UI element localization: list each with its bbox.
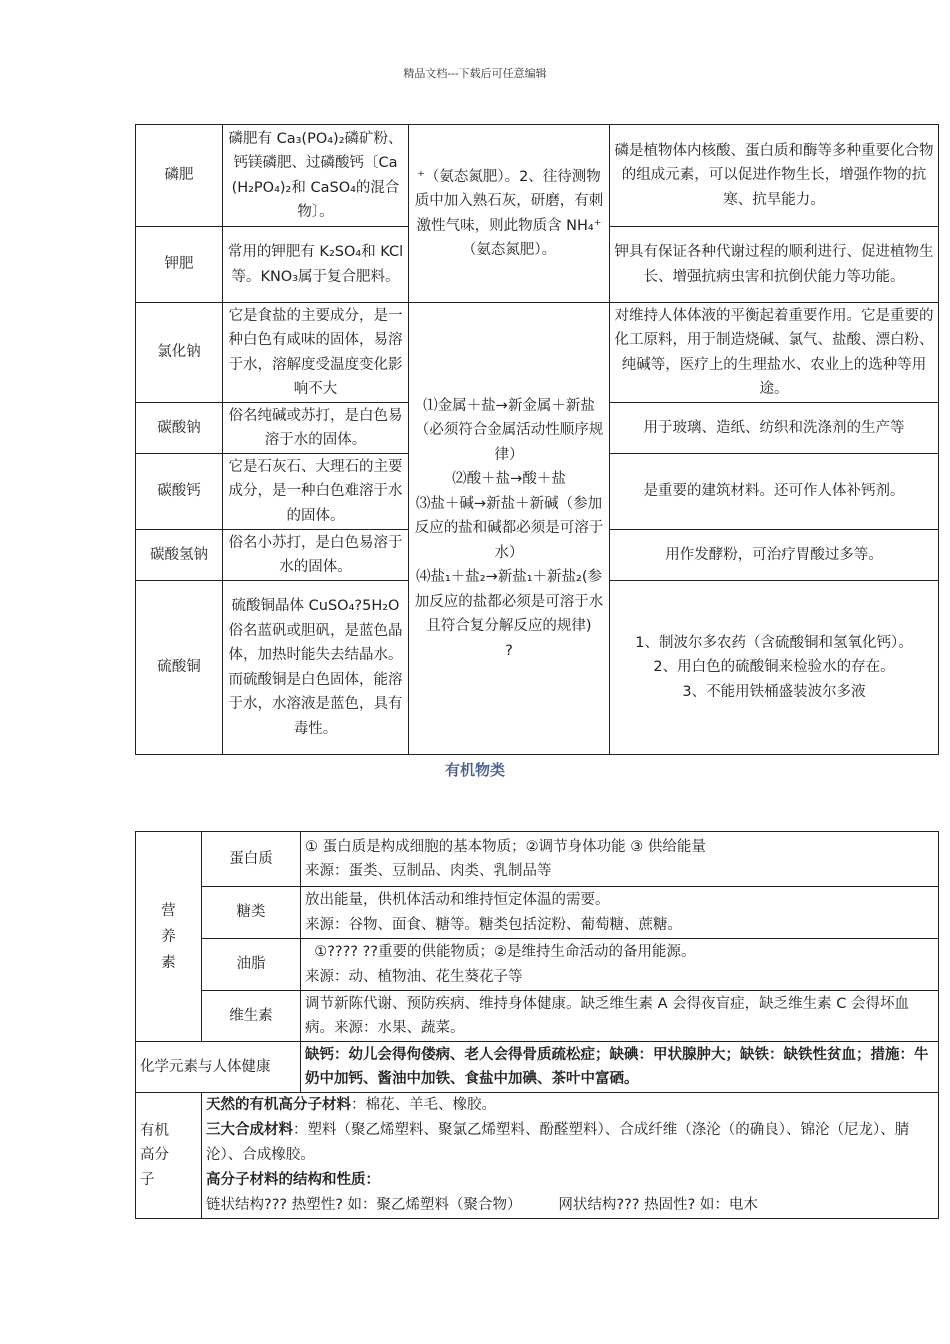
row-desc: 俗名纯碱或苏打，是白色易溶于水的固体。 xyxy=(223,403,409,454)
salt-properties: ⑴金属＋盐→新金属＋新盐（必须符合金属活动性顺序规律） ⑵酸＋盐→酸＋盐 ⑶盐＋碱→新盐＋新碱（参加反应的盐和碱都必须是可溶于水） ⑷盐₁＋盐₂→新盐₁＋新盐₂(参加反应的盐都必须是可溶于水且符合复分解反应的规律) ? xyxy=(409,303,610,755)
page-header: 精品文档---下载后可任意编辑 xyxy=(403,67,547,80)
row-use: 钾具有保证各种代谢过程的顺利进行、促进植物生长、增强抗病虫害和抗倒伏能力等功能。 xyxy=(610,227,939,303)
row-desc: 磷肥有 Ca₃(PO₄)₂磷矿粉、钙镁磷肥、过磷酸钙〔Ca (H₂PO₄)₂和 CaSO₄的混合物〕。 xyxy=(223,125,409,227)
nutrient-detail xyxy=(301,939,939,991)
polymer-synthetic xyxy=(206,1118,934,1168)
row-desc: 常用的钾肥有 K₂SO₄和 KCl 等。KNO₃属于复合肥料。 xyxy=(223,227,409,303)
nutrient-source: 来源：动、植物油、花生葵花子等 xyxy=(305,968,523,985)
row-desc: 硫酸铜晶体 CuSO₄?5H₂O 俗名蓝矾或胆矾，是蓝色晶体，加热时能失去结晶水。而硫酸铜是白色固体，能溶于水，水溶液是蓝色，具有毒性。 xyxy=(223,581,409,755)
polymer-synth-text: ：塑料（聚乙烯塑料、聚氯乙烯塑料、酚醛塑料）、合成纤维（涤沦（的确良）、锦沦（尼龙）、腈沦）、合成橡胶。 xyxy=(206,1122,910,1163)
row-use: 1、制波尔多农药（含硫酸铜和氢氧化钙）。 2、用白色的硫酸铜来检验水的存在。 3、不能用铁桶盛装波尔多液 xyxy=(610,581,939,755)
nutrient-name: 糖类 xyxy=(202,887,301,939)
section-title: 有机物类 xyxy=(444,761,505,779)
elements-label: 化学元素与人体健康 xyxy=(136,1042,301,1093)
nutrient-detail xyxy=(301,887,939,939)
row-use: 用作发酵粉，可治疗胃酸过多等。 xyxy=(610,530,939,581)
fertilizer-test-note: ⁺（氨态氮肥）。2、往待测物质中加入熟石灰，研磨，有刺激性气味，则此物质含 NH₄⁺（氨态氮肥）。 xyxy=(409,125,610,303)
nutrient-detail: 调节新陈代谢、预防疾病、维持身体健康。缺乏维生素 A 会得夜盲症，缺乏维生素 C 会得坏血病。来源：水果、蔬菜。 xyxy=(301,991,939,1042)
polymer-structure-text: 链状结构??? 热塑性? 如：聚乙烯塑料（聚合物） 网状结构??? 热固性? 如：电木 xyxy=(206,1197,758,1213)
row-desc: 它是食盐的主要成分，是一种白色有咸味的固体，易溶于水，溶解度受温度变化影响不大 xyxy=(223,303,409,403)
nutrient-source: 来源：蛋类、豆制品、肉类、乳制品等 xyxy=(305,863,552,879)
polymer-natural xyxy=(206,1093,934,1118)
organic-table xyxy=(135,831,939,1219)
row-name: 碳酸钙 xyxy=(136,454,223,530)
nutrient-name: 维生素 xyxy=(202,991,301,1042)
row-name: 碳酸钠 xyxy=(136,403,223,454)
nutrient-label: 营 养 素 xyxy=(136,832,202,1042)
row-name: 磷肥 xyxy=(136,125,223,227)
elements-text: 缺钙：幼儿会得佝偻病、老人会得骨质疏松症；缺碘：甲状腺肿大；缺铁：缺铁性贫血；措施：牛奶中加钙、酱油中加铁、食盐中加碘、茶叶中富硒。 xyxy=(301,1042,939,1093)
nutrient-name: 蛋白质 xyxy=(202,832,301,887)
row-desc: 俗名小苏打，是白色易溶于水的固体。 xyxy=(223,530,409,581)
row-name: 碳酸氢钠 xyxy=(136,530,223,581)
row-name: 氯化钠 xyxy=(136,303,223,403)
nutrient-line: ①???? ??重要的供能物质；②是维持生命活动的备用能源。 xyxy=(305,944,696,960)
nutrient-detail xyxy=(301,832,939,887)
polymer-natural-title: 天然的有机高分子材料 xyxy=(206,1097,351,1113)
polymer-natural-text: ：棉花、羊毛、橡胶。 xyxy=(351,1097,496,1113)
nutrient-line: ① 蛋白质是构成细胞的基本物质；②调节身体功能 ③ 供给能量 xyxy=(305,838,706,855)
row-use: 用于玻璃、造纸、纺织和洗涤剂的生产等 xyxy=(610,403,939,454)
polymer-detail xyxy=(202,1093,939,1219)
row-desc: 它是石灰石、大理石的主要成分，是一种白色难溶于水的固体。 xyxy=(223,454,409,530)
polymer-synth-title: 三大合成材料 xyxy=(206,1122,293,1138)
row-use: 对维持人体体液的平衡起着重要作用。它是重要的化工原料，用于制造烧碱、氯气、盐酸、漂白粉、纯碱等，医疗上的生理盐水、农业上的选种等用途。 xyxy=(610,303,939,403)
salts-fertilizer-table xyxy=(135,124,939,755)
nutrient-source: 来源：谷物、面食、糖等。糖类包括淀粉、葡萄糖、蔗糖。 xyxy=(305,916,682,933)
polymer-structure-title: 高分子材料的结构和性质： xyxy=(206,1172,380,1188)
row-name: 硫酸铜 xyxy=(136,581,223,755)
row-use: 是重要的建筑材料。还可作人体补钙剂。 xyxy=(610,454,939,530)
nutrient-name: 油脂 xyxy=(202,939,301,991)
row-name: 钾肥 xyxy=(136,227,223,303)
polymer-label: 有机 高分 子 xyxy=(136,1093,202,1219)
nutrient-line: 放出能量，供机体活动和维持恒定体温的需要。 xyxy=(305,892,610,908)
row-use: 磷是植物体内核酸、蛋白质和酶等多种重要化合物的组成元素，可以促进作物生长，增强作物的抗寒、抗旱能力。 xyxy=(610,125,939,227)
